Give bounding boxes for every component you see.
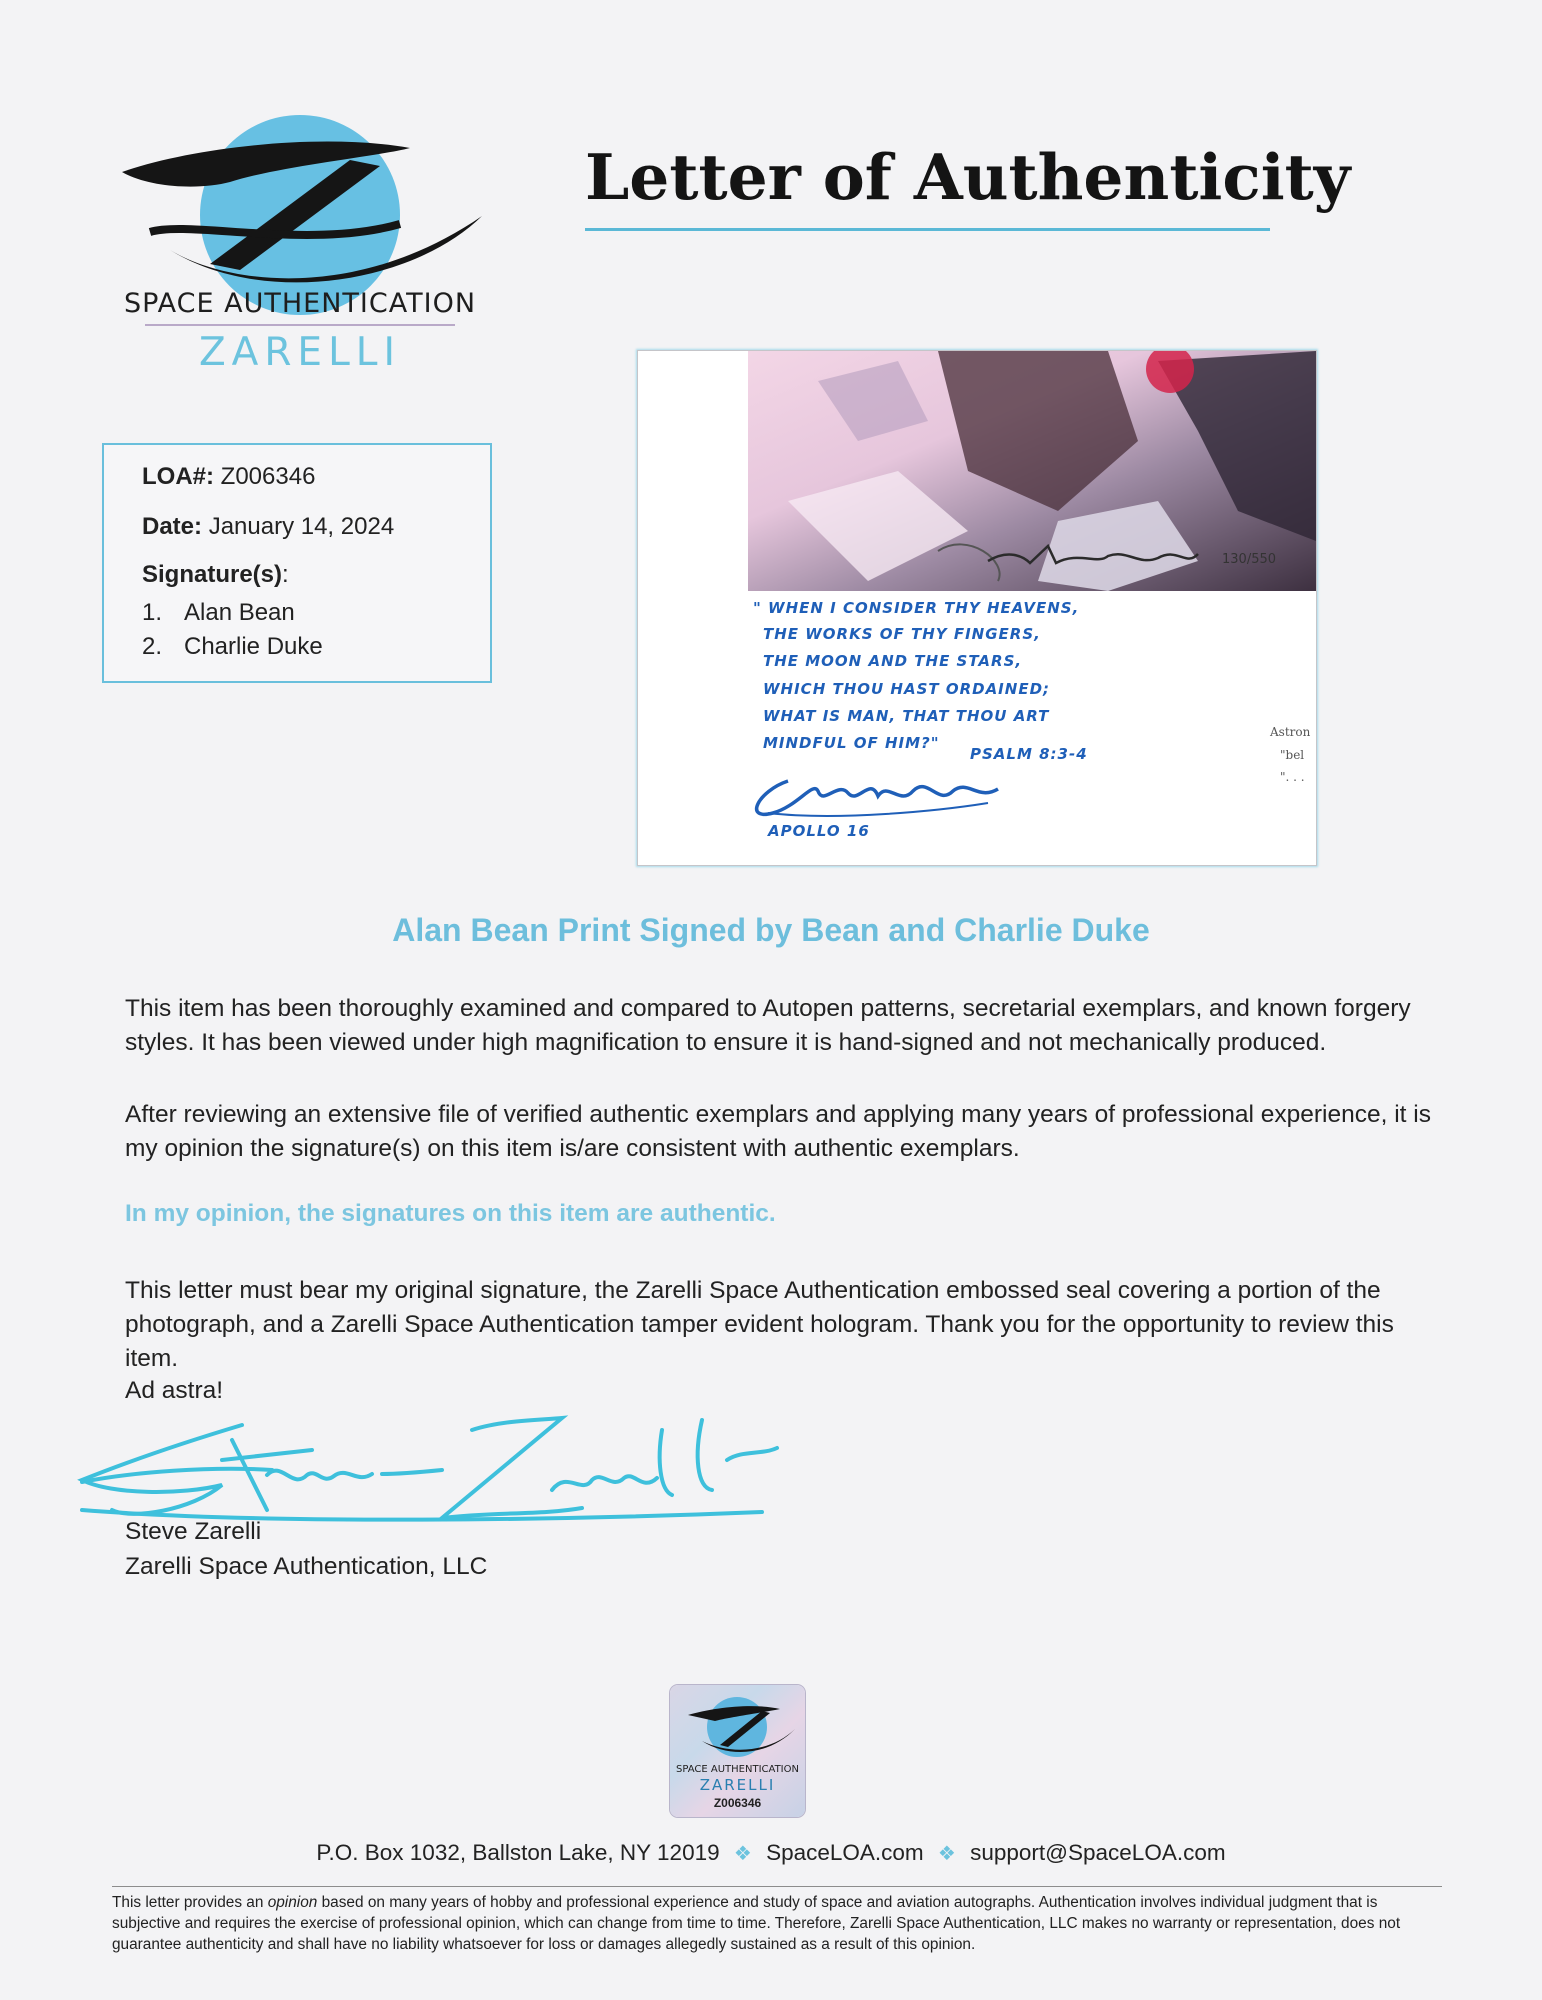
psalm-reference: PSALM 8:3-4 xyxy=(970,745,1088,763)
date-label: Date: xyxy=(142,513,203,540)
inscription-line: THE MOON AND THE STARS, xyxy=(763,652,1023,670)
print-caption-text: "bel xyxy=(1280,748,1305,762)
disclaimer-divider xyxy=(112,1886,1442,1887)
title-underline xyxy=(585,228,1270,231)
print-caption-text: ". . . xyxy=(1280,770,1305,784)
examination-paragraph: This item has been thoroughly examined and compared to Autopen patterns, secretarial exemplars, and known forgery styles. It has been viewed under high magnification to ensure it is hand-signed and not mechanically produced. xyxy=(125,995,1411,1056)
separator-icon: ❖ xyxy=(937,1843,956,1865)
item-photo xyxy=(637,350,1317,866)
separator-icon: ❖ xyxy=(733,1843,752,1865)
inscription-line: THE WORKS OF THY FINGERS, xyxy=(763,625,1041,643)
charlie-duke-signature xyxy=(757,781,998,814)
steve-zarelli-signature xyxy=(72,1400,792,1535)
signature-item xyxy=(142,633,323,661)
loa-label: LOA#: xyxy=(142,463,214,490)
legal-disclaimer: This letter provides an opinion based on many years of hobby and professional experience and study of space and aviation autographs. Authentication involves individual judgment that is subjective and requires the exercise of professional opinion, which can change from time to time. Therefore, Zarelli Space Authentication, LLC makes no warranty or representation, does not guarantee authenticity and shall have no liability whatsoever for loss or damages allegedly sustained as a result of this opinion. xyxy=(112,1894,1401,1953)
signature-name: Charlie Duke xyxy=(184,633,323,660)
print-edition-number: 130/550 xyxy=(1222,552,1277,567)
signature-number: 1. xyxy=(142,599,163,626)
signature-number: 2. xyxy=(142,633,163,660)
signature-name: Alan Bean xyxy=(184,599,295,626)
signature-item xyxy=(142,599,295,627)
date-value: January 14, 2024 xyxy=(208,513,395,540)
opinion-paragraph: After reviewing an extensive file of verified authentic exemplars and applying many years of professional experience, it is my opinion the signature(s) on this item is/are consistent with authentic exemplars. xyxy=(125,1101,1431,1162)
logo-text-space-authentication: SPACE AUTHENTICATION xyxy=(123,288,477,319)
hologram-text: ZARELLI xyxy=(699,1776,776,1794)
date-row xyxy=(142,513,394,541)
hologram-text: SPACE AUTHENTICATION xyxy=(676,1764,799,1775)
signer-name: Steve Zarelli xyxy=(125,1518,262,1545)
page-title: Letter of Authenticity xyxy=(585,140,1351,214)
signer-company: Zarelli Space Authentication, LLC xyxy=(125,1553,488,1580)
logo-divider xyxy=(145,324,455,326)
inscription-line: WHICH THOU HAST ORDAINED; xyxy=(763,680,1051,698)
hologram-logo xyxy=(670,1685,805,1765)
signatures-heading: Signature(s): xyxy=(142,561,289,588)
email-link[interactable]: support@SpaceLOA.com xyxy=(970,1840,1226,1865)
signatures-label: Signature(s) xyxy=(142,561,283,588)
requirements-paragraph: This letter must bear my original signature, the Zarelli Space Authentication embossed seal covering a portion of the photograph, and a Zarelli Space Authentication tamper evident hologram. Thank you for the opportunity to review this item. xyxy=(125,1277,1394,1372)
logo-text-zarelli: ZARELLI xyxy=(198,330,402,375)
print-caption-text: Astron xyxy=(1270,725,1311,739)
website-link[interactable]: SpaceLOA.com xyxy=(766,1840,924,1865)
inscription-line: MINDFUL OF HIM?" xyxy=(763,734,940,752)
inscription-line: WHAT IS MAN, THAT THOU ART xyxy=(763,707,1050,725)
inscription-line: " WHEN I CONSIDER THY HEAVENS, xyxy=(753,599,1080,617)
item-description-title: Alan Bean Print Signed by Bean and Charlie Duke xyxy=(392,912,1150,948)
hologram-code: Z006346 xyxy=(713,1796,762,1810)
mission-inscription: APOLLO 16 xyxy=(768,822,870,840)
contact-info xyxy=(0,1840,1542,1866)
loa-number-row xyxy=(142,463,315,491)
loa-value: Z006346 xyxy=(220,463,316,490)
authenticity-statement: In my opinion, the signatures on this item are authentic. xyxy=(125,1200,776,1227)
closing-salutation: Ad astra! xyxy=(125,1377,224,1404)
signed-print-image xyxy=(638,351,1316,865)
loa-info-box xyxy=(102,443,492,683)
disclaimer-emphasis: opinion xyxy=(267,1894,318,1911)
mailing-address: P.O. Box 1032, Ballston Lake, NY 12019 xyxy=(316,1840,720,1865)
